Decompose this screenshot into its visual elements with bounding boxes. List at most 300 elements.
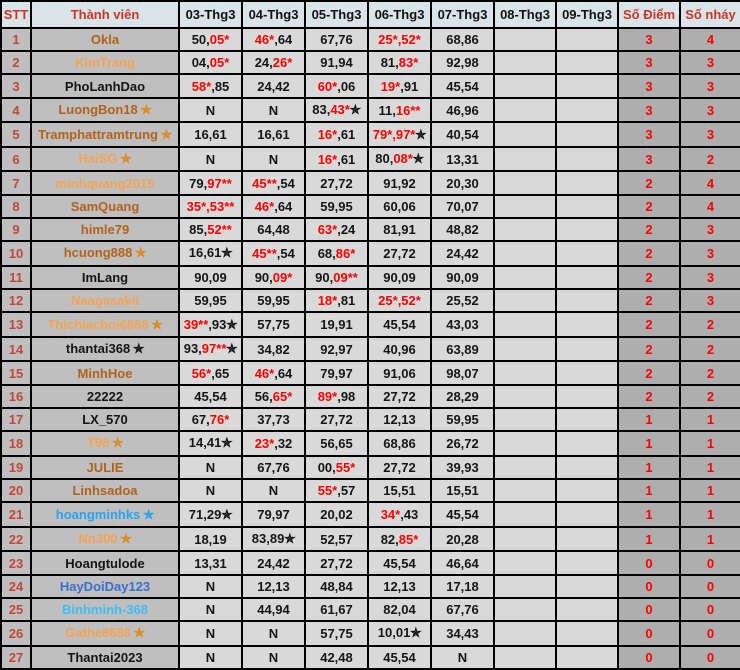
cell-points-total: 1 xyxy=(618,479,680,502)
cell-score xyxy=(368,408,431,431)
score-segment: 61,67 xyxy=(320,601,353,617)
cell-score xyxy=(368,218,431,241)
member-name-text: Gathe8686 xyxy=(65,625,131,641)
cell-nhay-total: 1 xyxy=(680,502,740,527)
score-segment: ,98 xyxy=(337,388,356,404)
cell-member-name xyxy=(31,502,179,527)
cell-points-total: 2 xyxy=(618,289,680,312)
score-segment: 05* xyxy=(209,32,230,48)
score-segment: 46* xyxy=(254,32,275,48)
cell-score xyxy=(431,431,494,456)
header-row xyxy=(1,1,740,28)
score-segment: 15,51 xyxy=(383,483,416,499)
table-row xyxy=(1,646,740,669)
score-segment: 13,31 xyxy=(194,555,227,571)
cell-score xyxy=(494,147,556,172)
cell-rank: 5 xyxy=(1,122,31,147)
member-star-icon: ✯ xyxy=(140,102,152,117)
cell-member-name xyxy=(31,74,179,97)
cell-score xyxy=(242,98,305,123)
cell-member-name xyxy=(31,479,179,502)
cell-member-name xyxy=(31,385,179,408)
score-segment: ,64 xyxy=(274,365,293,381)
cell-rank: 26 xyxy=(1,621,31,646)
cell-member-name xyxy=(31,456,179,479)
cell-nhay-total: 3 xyxy=(680,74,740,97)
cell-score xyxy=(242,289,305,312)
cell-score xyxy=(242,195,305,218)
cell-member-name xyxy=(31,312,179,337)
cell-score xyxy=(494,195,556,218)
score-segment: 60* xyxy=(317,78,338,94)
cell-score xyxy=(368,171,431,194)
score-segment: 91,06 xyxy=(383,365,416,381)
score-segment: 35*,53** xyxy=(186,198,235,214)
score-star-icon: ✯ xyxy=(412,151,424,167)
member-name-text: 22222 xyxy=(86,388,124,404)
score-segment: 26* xyxy=(272,55,293,71)
score-segment: 89* xyxy=(317,388,338,404)
member-star-icon: ✯ xyxy=(135,245,147,261)
score-segment: 12,13 xyxy=(383,412,416,428)
cell-score xyxy=(556,479,618,502)
cell-score xyxy=(494,456,556,479)
cell-nhay-total: 4 xyxy=(680,195,740,218)
cell-nhay-total: 1 xyxy=(680,527,740,552)
cell-score xyxy=(242,502,305,527)
cell-score xyxy=(431,598,494,621)
cell-score xyxy=(179,456,242,479)
cell-score xyxy=(556,598,618,621)
cell-points-total: 2 xyxy=(618,195,680,218)
cell-score xyxy=(556,98,618,123)
column-header-06-thg3: 06-Thg3 xyxy=(368,1,431,28)
score-segment: 17,18 xyxy=(446,578,479,594)
cell-score xyxy=(179,28,242,51)
score-segment: 59,95 xyxy=(194,293,227,309)
table-row xyxy=(1,598,740,621)
cell-score xyxy=(305,51,368,74)
member-name-text: HaiSG xyxy=(78,151,118,167)
cell-score xyxy=(556,218,618,241)
score-segment: 98,07 xyxy=(446,365,479,381)
score-segment: 34,43 xyxy=(446,625,479,641)
cell-score xyxy=(556,51,618,74)
cell-score xyxy=(179,289,242,312)
cell-score xyxy=(179,551,242,574)
score-segment: 12,13 xyxy=(257,578,290,594)
cell-score xyxy=(431,479,494,502)
table-body xyxy=(1,28,740,669)
score-star-icon: ✯ xyxy=(226,316,238,332)
score-segment: 81, xyxy=(380,55,399,71)
cell-nhay-total: 3 xyxy=(680,266,740,289)
cell-nhay-total: 2 xyxy=(680,361,740,384)
score-segment: 45,54 xyxy=(383,649,416,665)
cell-nhay-total: 3 xyxy=(680,122,740,147)
score-segment: ,24 xyxy=(337,222,356,238)
score-segment: 04, xyxy=(191,55,210,71)
score-segment: 43* xyxy=(330,102,350,117)
score-segment: 40,96 xyxy=(383,341,416,357)
score-segment: 48,82 xyxy=(446,222,479,238)
score-segment: 67,76 xyxy=(320,32,353,48)
score-segment: 68,86 xyxy=(383,435,416,451)
cell-score xyxy=(179,171,242,194)
member-name-text: thantai368 xyxy=(65,341,131,357)
table-row xyxy=(1,385,740,408)
score-segment: 56* xyxy=(191,365,212,381)
score-segment: 55* xyxy=(335,459,356,475)
score-segment: 39,93 xyxy=(446,459,479,475)
score-segment: 39** xyxy=(183,316,209,332)
cell-score xyxy=(242,171,305,194)
cell-score xyxy=(494,51,556,74)
member-star-icon: ✯ xyxy=(112,435,124,451)
cell-score xyxy=(494,431,556,456)
cell-score xyxy=(305,479,368,502)
cell-points-total: 2 xyxy=(618,337,680,362)
cell-score xyxy=(179,337,242,362)
cell-score xyxy=(431,312,494,337)
score-segment: 67, xyxy=(191,412,210,428)
cell-score xyxy=(556,621,618,646)
score-segment: 79, xyxy=(189,175,208,191)
member-name-text: T98 xyxy=(86,435,110,451)
cell-score xyxy=(368,575,431,598)
cell-score xyxy=(431,551,494,574)
cell-score xyxy=(305,28,368,51)
score-segment: 50, xyxy=(191,32,210,48)
score-segment: 16** xyxy=(395,102,421,118)
score-segment: 92,97 xyxy=(320,341,353,357)
cell-score xyxy=(494,527,556,552)
cell-score xyxy=(556,361,618,384)
score-segment: 20,28 xyxy=(446,531,479,547)
table-row xyxy=(1,337,740,362)
score-segment: 91,92 xyxy=(383,175,416,191)
score-segment: 97** xyxy=(201,341,227,357)
score-segment: 90,09 xyxy=(446,269,479,285)
score-segment: 46* xyxy=(254,198,275,214)
cell-score xyxy=(368,456,431,479)
cell-score xyxy=(431,337,494,362)
score-segment: 97** xyxy=(207,175,232,191)
cell-score xyxy=(556,312,618,337)
cell-rank: 12 xyxy=(1,289,31,312)
cell-score xyxy=(368,598,431,621)
cell-score xyxy=(431,266,494,289)
score-segment: 85* xyxy=(398,531,419,547)
score-segment: 65* xyxy=(272,388,293,404)
cell-points-total: 2 xyxy=(618,385,680,408)
member-name-text: KimTrang xyxy=(75,55,135,71)
member-star-icon: ✯ xyxy=(161,126,172,142)
score-segment: 83,89 xyxy=(251,531,285,547)
score-segment: 19,91 xyxy=(320,317,353,333)
cell-score xyxy=(242,28,305,51)
cell-score xyxy=(431,289,494,312)
score-segment: 27,72 xyxy=(320,555,353,571)
cell-score xyxy=(556,147,618,172)
score-segment: 46* xyxy=(254,365,275,381)
score-segment: 45,54 xyxy=(383,317,416,333)
cell-score xyxy=(242,337,305,362)
cell-score xyxy=(305,147,368,172)
cell-score xyxy=(242,241,305,266)
member-name-text: Linhsadoa xyxy=(72,483,138,499)
cell-points-total: 2 xyxy=(618,312,680,337)
score-segment: 52** xyxy=(207,222,232,238)
cell-score xyxy=(242,456,305,479)
cell-score xyxy=(305,621,368,646)
cell-score xyxy=(305,312,368,337)
cell-points-total: 2 xyxy=(618,218,680,241)
score-segment: 90,09 xyxy=(383,269,416,285)
member-name-text: MinhHoe xyxy=(77,365,133,381)
cell-score xyxy=(368,361,431,384)
score-segment: 20,30 xyxy=(446,175,479,191)
cell-nhay-total: 3 xyxy=(680,241,740,266)
cell-score xyxy=(556,122,618,147)
cell-score xyxy=(431,527,494,552)
cell-rank: 24 xyxy=(1,575,31,598)
score-segment: 25*,52* xyxy=(378,32,421,48)
cell-score xyxy=(242,122,305,147)
cell-points-total: 3 xyxy=(618,28,680,51)
score-segment: 71,29 xyxy=(188,506,222,522)
cell-member-name xyxy=(31,266,179,289)
cell-score xyxy=(242,361,305,384)
cell-score xyxy=(242,147,305,172)
cell-score xyxy=(242,385,305,408)
column-header-09-thg3: 09-Thg3 xyxy=(556,1,618,28)
score-segment: 80, xyxy=(375,151,394,167)
score-segment: 09* xyxy=(272,269,293,285)
table-row xyxy=(1,479,740,502)
score-segment: 27,72 xyxy=(320,175,353,191)
table-row xyxy=(1,289,740,312)
cell-score xyxy=(242,431,305,456)
cell-points-total: 0 xyxy=(618,575,680,598)
score-segment: 60,06 xyxy=(383,198,416,214)
member-name-text: PhoLanhDao xyxy=(64,78,146,94)
member-name-text: minhquang2015 xyxy=(55,175,155,191)
cell-nhay-total: 1 xyxy=(680,408,740,431)
member-star-icon: ✯ xyxy=(133,625,145,641)
score-segment: 08* xyxy=(393,151,413,167)
score-segment: 48,84 xyxy=(320,578,353,594)
cell-points-total: 3 xyxy=(618,122,680,147)
cell-score xyxy=(431,621,494,646)
score-segment: 81,91 xyxy=(383,222,416,238)
score-segment: 13,31 xyxy=(446,151,479,167)
cell-score xyxy=(179,74,242,97)
cell-score xyxy=(368,195,431,218)
cell-score xyxy=(368,74,431,97)
score-segment: 40,54 xyxy=(446,127,479,143)
cell-score xyxy=(179,527,242,552)
cell-score xyxy=(305,337,368,362)
score-star-icon: ✯ xyxy=(415,126,427,142)
cell-score xyxy=(242,621,305,646)
cell-nhay-total: 0 xyxy=(680,621,740,646)
cell-score xyxy=(242,312,305,337)
cell-member-name xyxy=(31,527,179,552)
score-segment: 68,86 xyxy=(446,32,479,48)
cell-score xyxy=(431,646,494,669)
cell-rank: 16 xyxy=(1,385,31,408)
score-segment: N xyxy=(205,459,216,475)
score-segment: 79,97 xyxy=(320,365,353,381)
cell-rank: 11 xyxy=(1,266,31,289)
table-row xyxy=(1,241,740,266)
cell-rank: 1 xyxy=(1,28,31,51)
cell-score xyxy=(242,646,305,669)
cell-points-total: 3 xyxy=(618,98,680,123)
cell-score xyxy=(368,502,431,527)
cell-score xyxy=(305,122,368,147)
cell-nhay-total: 1 xyxy=(680,456,740,479)
score-segment: 34* xyxy=(380,507,401,522)
score-star-icon: ✯ xyxy=(221,506,233,522)
cell-score xyxy=(242,74,305,97)
cell-member-name xyxy=(31,621,179,646)
score-segment: 93, xyxy=(183,341,202,357)
table-row xyxy=(1,28,740,51)
member-star-icon: ✯ xyxy=(133,341,145,357)
score-segment: 86* xyxy=(335,245,356,261)
score-segment: 37,73 xyxy=(257,412,290,428)
cell-points-total: 1 xyxy=(618,431,680,456)
score-segment: 92,98 xyxy=(446,55,479,71)
score-segment: 26,72 xyxy=(446,435,479,451)
score-segment: 83* xyxy=(398,55,419,71)
cell-rank: 22 xyxy=(1,527,31,552)
cell-member-name xyxy=(31,51,179,74)
score-segment: 45** xyxy=(252,175,277,191)
cell-score xyxy=(179,51,242,74)
score-segment: 45,54 xyxy=(194,388,227,404)
cell-score xyxy=(494,361,556,384)
score-segment: 85, xyxy=(189,222,208,238)
cell-score xyxy=(556,408,618,431)
score-segment: 18* xyxy=(317,293,338,309)
table-row xyxy=(1,527,740,552)
cell-score xyxy=(368,51,431,74)
cell-score xyxy=(494,385,556,408)
score-segment: 27,72 xyxy=(383,388,416,404)
table-row xyxy=(1,195,740,218)
cell-nhay-total: 0 xyxy=(680,598,740,621)
cell-score xyxy=(368,241,431,266)
table-row xyxy=(1,171,740,194)
score-segment: 82,04 xyxy=(383,601,416,617)
member-star-icon: ✯ xyxy=(120,151,132,167)
score-segment: 16,61 xyxy=(188,245,222,261)
cell-points-total: 3 xyxy=(618,74,680,97)
score-segment: ,81 xyxy=(337,293,356,309)
cell-score xyxy=(242,551,305,574)
score-segment: 25*,52* xyxy=(378,293,421,309)
cell-score xyxy=(556,266,618,289)
cell-nhay-total: 3 xyxy=(680,51,740,74)
column-header-07-thg3: 07-Thg3 xyxy=(431,1,494,28)
cell-member-name xyxy=(31,337,179,362)
score-segment: 45** xyxy=(252,245,277,261)
cell-score xyxy=(556,456,618,479)
cell-member-name xyxy=(31,147,179,172)
score-segment: ,65 xyxy=(211,365,230,381)
cell-score xyxy=(431,575,494,598)
score-segment: 90, xyxy=(315,269,334,285)
score-segment: 90, xyxy=(254,269,273,285)
cell-score xyxy=(179,98,242,123)
cell-rank: 27 xyxy=(1,646,31,669)
score-segment: 91,94 xyxy=(320,55,353,71)
score-segment: 45,54 xyxy=(383,555,416,571)
cell-score xyxy=(242,575,305,598)
cell-score xyxy=(556,551,618,574)
cell-member-name xyxy=(31,408,179,431)
score-segment: 67,76 xyxy=(257,459,290,475)
cell-score xyxy=(368,646,431,669)
cell-score xyxy=(556,241,618,266)
cell-rank: 10 xyxy=(1,241,31,266)
score-segment: 68, xyxy=(317,245,336,261)
table-row xyxy=(1,456,740,479)
score-segment: 82, xyxy=(380,531,399,547)
cell-score xyxy=(494,241,556,266)
table-row xyxy=(1,431,740,456)
cell-nhay-total: 0 xyxy=(680,575,740,598)
cell-nhay-total: 0 xyxy=(680,646,740,669)
cell-points-total: 1 xyxy=(618,527,680,552)
cell-points-total: 3 xyxy=(618,147,680,172)
table-header-row xyxy=(1,1,740,28)
cell-score xyxy=(305,527,368,552)
cell-score xyxy=(431,122,494,147)
column-header-08-thg3: 08-Thg3 xyxy=(494,1,556,28)
cell-score xyxy=(368,385,431,408)
cell-score xyxy=(368,527,431,552)
score-segment: 16* xyxy=(317,127,338,143)
score-segment: N xyxy=(205,601,216,617)
cell-score xyxy=(305,218,368,241)
cell-rank: 6 xyxy=(1,147,31,172)
cell-score xyxy=(179,266,242,289)
cell-score xyxy=(179,241,242,266)
cell-rank: 14 xyxy=(1,337,31,362)
cell-score xyxy=(368,289,431,312)
score-segment: 12,13 xyxy=(383,578,416,594)
cell-score xyxy=(368,28,431,51)
cell-points-total: 1 xyxy=(618,408,680,431)
cell-points-total: 2 xyxy=(618,241,680,266)
cell-score xyxy=(305,598,368,621)
score-segment: N xyxy=(205,102,216,118)
cell-rank: 17 xyxy=(1,408,31,431)
cell-nhay-total: 2 xyxy=(680,312,740,337)
score-segment: 90,09 xyxy=(194,269,227,285)
cell-member-name xyxy=(31,171,179,194)
cell-rank: 23 xyxy=(1,551,31,574)
cell-score xyxy=(305,456,368,479)
table-row xyxy=(1,266,740,289)
cell-points-total: 0 xyxy=(618,621,680,646)
cell-member-name xyxy=(31,646,179,669)
score-segment: ,64 xyxy=(274,32,293,48)
